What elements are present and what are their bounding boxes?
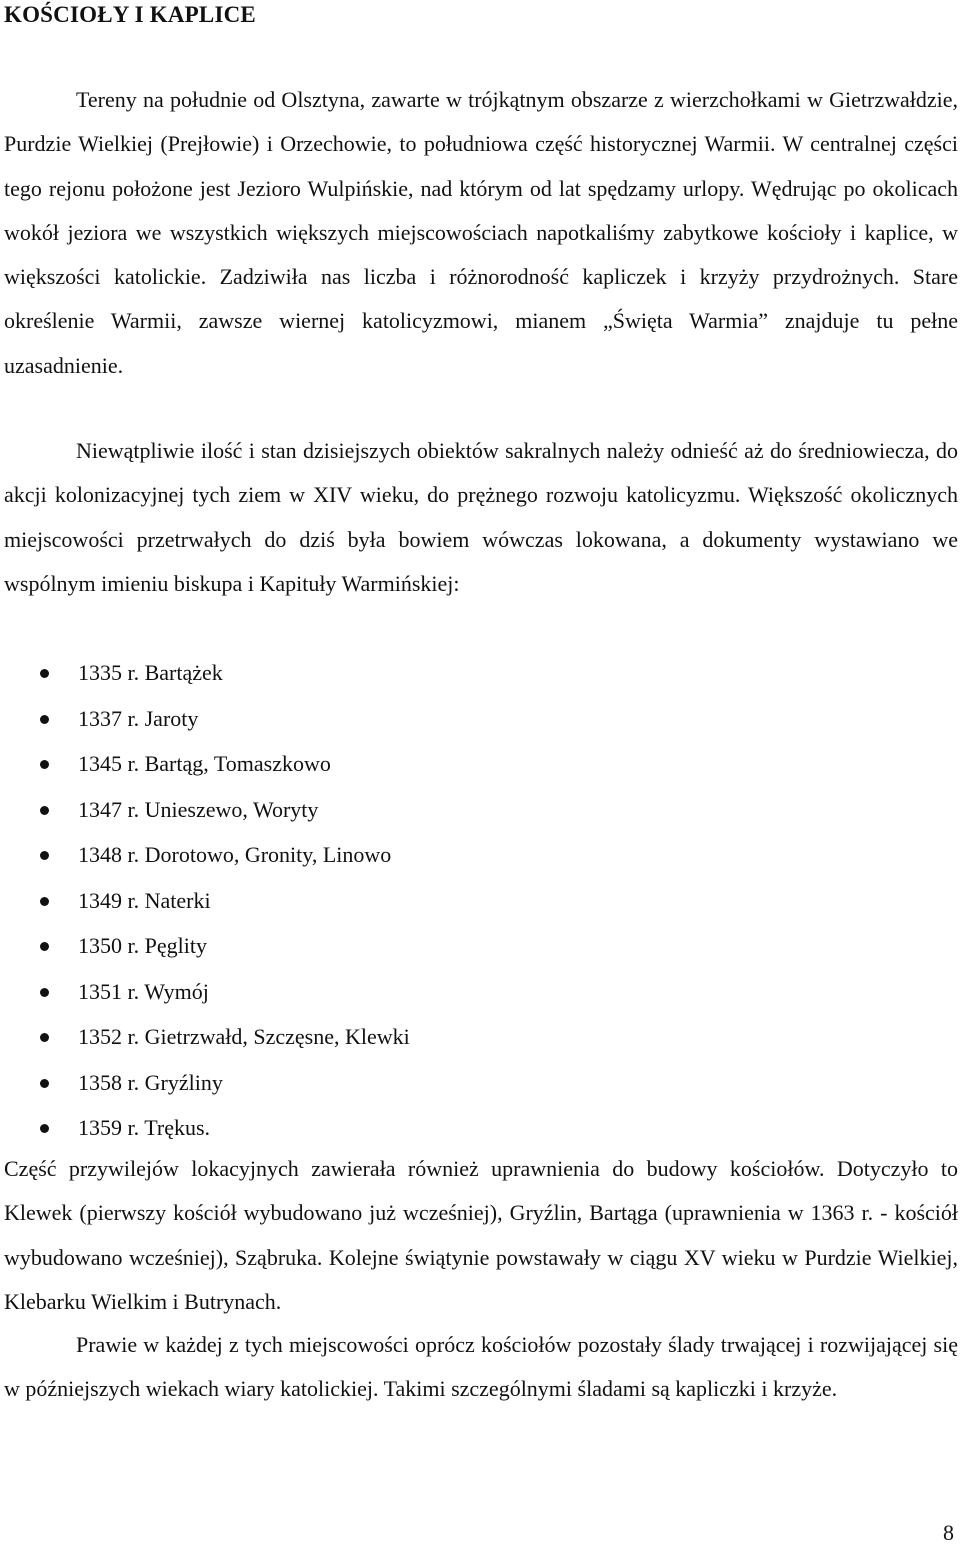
page-title: KOŚCIOŁY I KAPLICE	[4, 2, 256, 27]
page-number: 8	[943, 1520, 954, 1545]
list-item: 1350 r. Pęglity	[0, 923, 700, 969]
bullet-icon	[40, 851, 49, 860]
bullet-icon	[40, 1033, 49, 1042]
list-item: 1348 r. Dorotowo, Gronity, Linowo	[0, 832, 700, 878]
bullet-icon	[40, 897, 49, 906]
paragraph-privileges: Część przywilejów lokacyjnych zawierała również uprawnienia do budowy kościołów. Dotyczyło to Klewek (pierwszy kościół wybudowano już wcześniej), Gryźlin, Bartąga (uprawnienia w 1363 r. - kościół wybudowano wcześniej), Sząbruka. Kolejne świątynie powstawały w ciągu XV wieku w Purdzie Wielkiej, Klebarku Wielkim i Butrynach.	[4, 1156, 958, 1314]
bullet-icon	[40, 806, 49, 815]
list-item: 1351 r. Wymój	[0, 969, 700, 1015]
paragraph-history: Niewątpliwie ilość i stan dzisiejszych obiektów sakralnych należy odnieść aż do średniowiecza, do akcji kolonizacyjnej tych ziem w XIV wieku, do prężnego rozwoju katolicyzmu. Większość okolicznych miejscowości przetrwałych do dziś była bowiem wówczas lokowana, a dokumenty wystawiano we wspólnym imieniu biskupa i Kapituły Warmińskiej:	[4, 438, 958, 596]
list-item: 1359 r. Trękus.	[0, 1105, 700, 1151]
list-item: 1352 r. Gietrzwałd, Szczęsne, Klewki	[0, 1014, 700, 1060]
list-item: 1345 r. Bartąg, Tomaszkowo	[0, 741, 700, 787]
bullet-icon	[40, 1079, 49, 1088]
list-item: 1335 r. Bartążek	[0, 650, 700, 696]
bullet-icon	[40, 669, 49, 678]
paragraph-traces: Prawie w każdej z tych miejscowości oprócz kościołów pozostały ślady trwającej i rozwijającej się w późniejszych wiekach wiary katolickiej. Takimi szczególnymi śladami są kapliczki i krzyże.	[4, 1332, 958, 1402]
bullet-icon	[40, 1124, 49, 1133]
list-item: 1358 r. Gryźliny	[0, 1060, 700, 1106]
list-item: 1337 r. Jaroty	[0, 696, 700, 742]
location-dates-list	[0, 650, 700, 1151]
bullet-icon	[40, 988, 49, 997]
list-item: 1349 r. Naterki	[0, 878, 700, 924]
list-item: 1347 r. Unieszewo, Woryty	[0, 787, 700, 833]
bullet-icon	[40, 715, 49, 724]
paragraph-intro: Tereny na południe od Olsztyna, zawarte w trójkątnym obszarze z wierzchołkami w Gietrzwałdzie, Purdzie Wielkiej (Prejłowie) i Orzechowie, to południowa część historycznej Warmii. W centralnej części tego rejonu położone jest Jezioro Wulpińskie, nad którym od lat spędzamy urlopy. Wędrując po okolicach wokół jeziora we wszystkich większych miejscowościach napotkaliśmy zabytkowe kościoły i kaplice, w większości katolickie. Zadziwiła nas liczba i różnorodność kapliczek i krzyży przydrożnych. Stare określenie Warmii, zawsze wiernej katolicyzmowi, mianem „Święta Warmia” znajduje tu pełne uzasadnienie.	[4, 87, 958, 378]
bullet-icon	[40, 760, 49, 769]
bullet-icon	[40, 942, 49, 951]
